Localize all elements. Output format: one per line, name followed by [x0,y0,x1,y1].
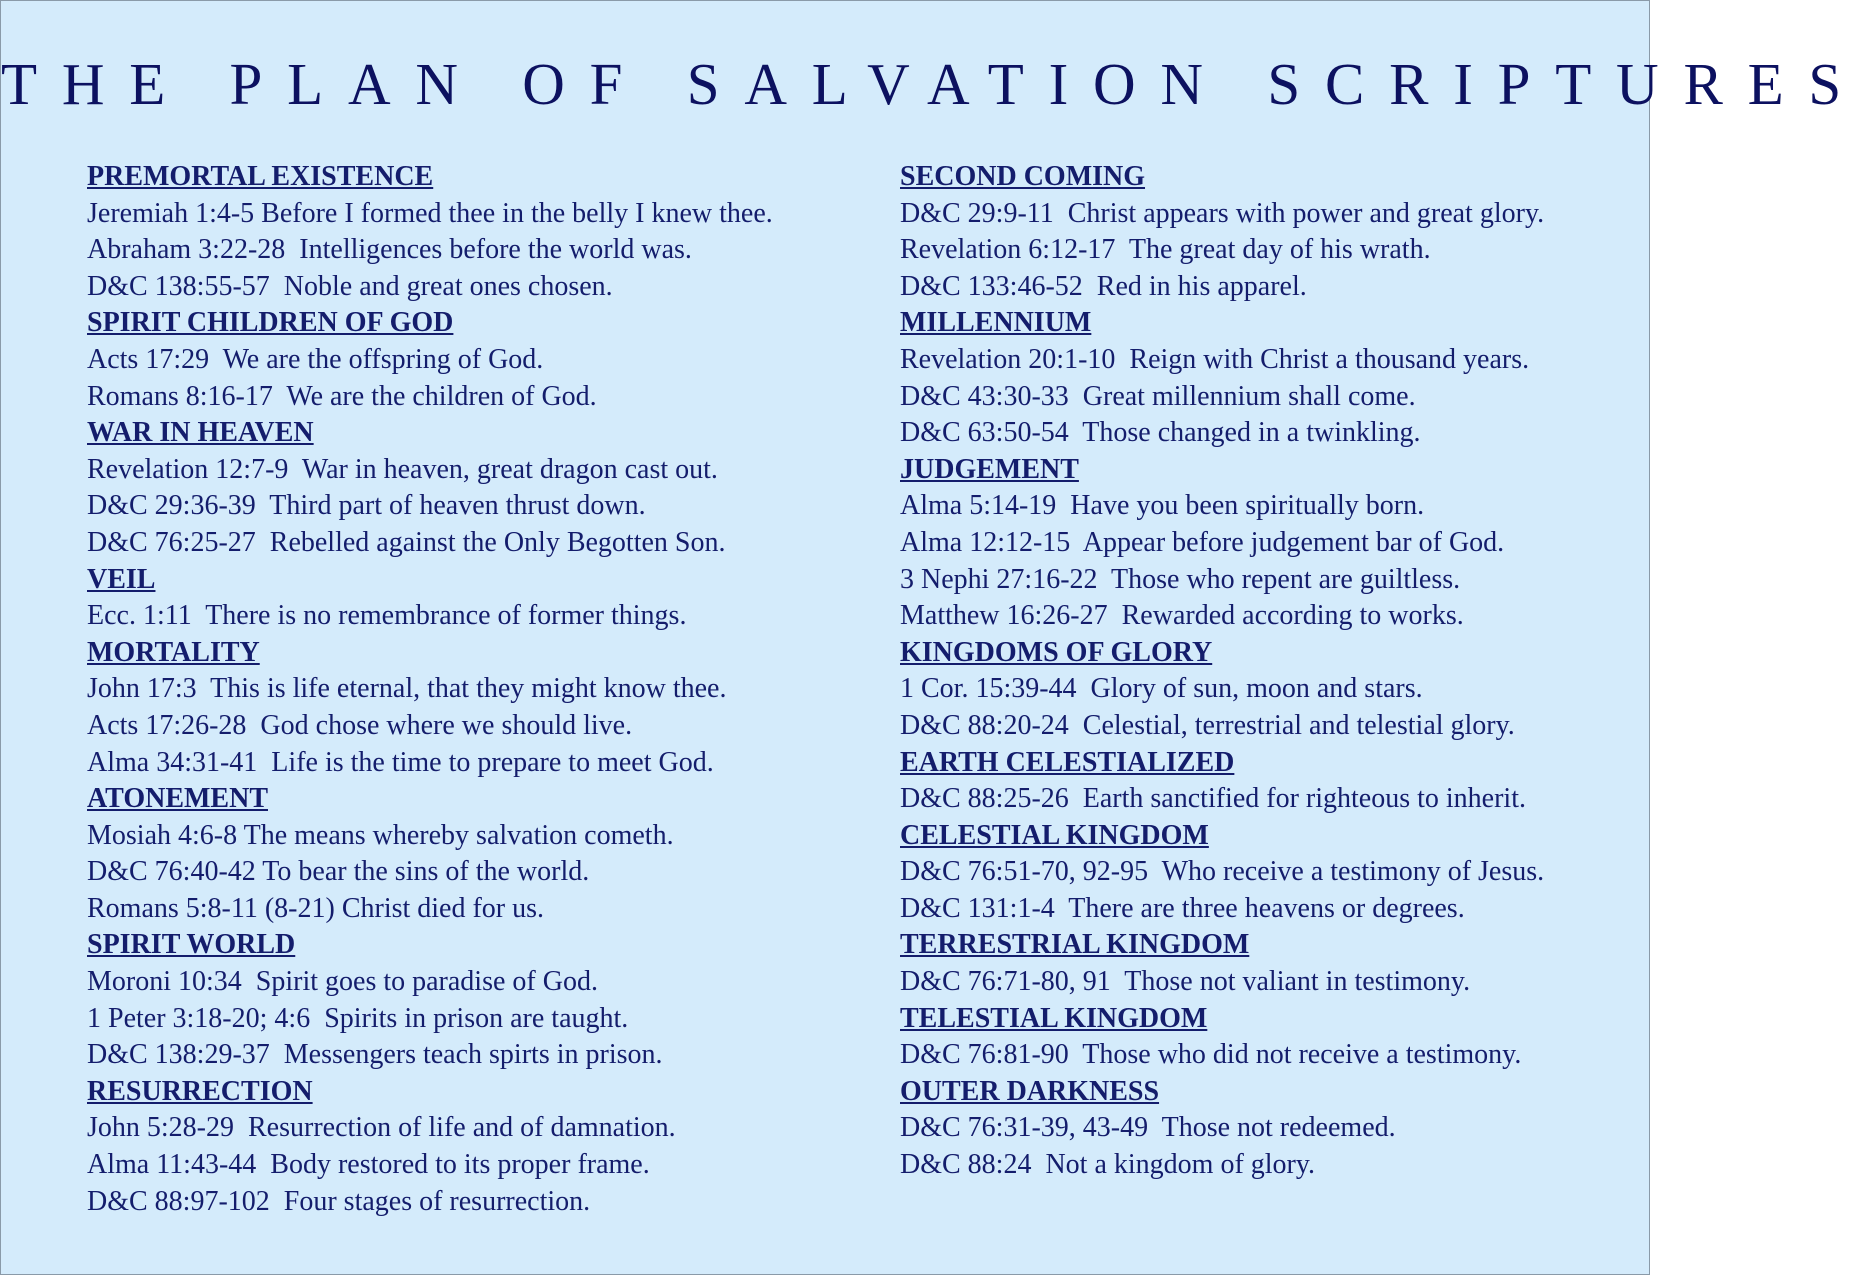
section-heading-terrestrial-kingdom: TERRESTRIAL KINGDOM [900,929,1250,961]
scripture-reference: Matthew 16:26-27 Rewarded according to works. [900,600,1464,632]
page-title: THE PLAN OF SALVATION SCRIPTURES [1,51,1866,117]
scripture-reference: Mosiah 4:6-8 The means whereby salvation cometh. [87,819,674,851]
scripture-reference: John 5:28-29 Resurrection of life and of damnation. [87,1112,676,1144]
scripture-reference: Alma 5:14-19 Have you been spiritually born. [900,490,1425,522]
left-column [87,159,867,1220]
section-heading-outer-darkness: OUTER DARKNESS [900,1075,1160,1107]
section-heading-resurrection: RESURRECTION [87,1075,313,1107]
scripture-reference: D&C 43:30-33 Great millennium shall come. [900,380,1416,412]
scripture-reference: Moroni 10:34 Spirit goes to paradise of God. [87,966,598,998]
scripture-reference: D&C 76:25-27 Rebelled against the Only Begotten Son. [87,526,726,558]
scripture-reference: D&C 88:25-26 Earth sanctified for righteous to inherit. [900,783,1526,815]
section-heading-telestial-kingdom: TELESTIAL KINGDOM [900,1002,1208,1034]
scripture-reference: D&C 88:97-102 Four stages of resurrection. [87,1185,591,1217]
section-heading-spirit-world: SPIRIT WORLD [87,929,296,961]
scripture-reference: D&C 138:55-57 Noble and great ones chosen. [87,270,613,302]
section-heading-celestial-kingdom: CELESTIAL KINGDOM [900,819,1209,851]
scripture-reference: D&C 131:1-4 There are three heavens or degrees. [900,892,1465,924]
section-heading-second-coming: SECOND COMING [900,161,1146,192]
scripture-reference: John 17:3 This is life eternal, that they might know thee. [87,673,727,705]
scripture-reference: D&C 29:36-39 Third part of heaven thrust down. [87,490,646,522]
scripture-reference: D&C 76:51-70, 92-95 Who receive a testimony of Jesus. [900,856,1545,888]
section-heading-kingdoms-of-glory: KINGDOMS OF GLORY [900,636,1213,668]
section-heading-judgement: JUDGEMENT [900,453,1079,485]
scripture-reference: D&C 29:9-11 Christ appears with power and great glory. [900,197,1545,229]
scripture-reference: D&C 133:46-52 Red in his apparel. [900,270,1307,302]
scripture-reference: 3 Nephi 27:16-22 Those who repent are guiltless. [900,563,1461,595]
section-heading-war-in-heaven: WAR IN HEAVEN [87,417,314,449]
section-heading-earth-celestialized: EARTH CELESTIALIZED [900,746,1235,778]
scripture-reference: Romans 5:8-11 (8-21) Christ died for us. [87,892,545,924]
scripture-reference: Revelation 20:1-10 Reign with Christ a thousand years. [900,343,1530,375]
section-heading-premortal-existence: PREMORTAL EXISTENCE [87,161,434,192]
section-heading-spirit-children-of-god: SPIRIT CHILDREN OF GOD [87,307,454,339]
scripture-reference: D&C 76:71-80, 91 Those not valiant in testimony. [900,966,1471,998]
scripture-reference: Ecc. 1:11 There is no remembrance of former things. [87,600,687,632]
section-heading-atonement: ATONEMENT [87,783,268,815]
section-heading-mortality: MORTALITY [87,636,260,668]
scripture-reference: Acts 17:29 We are the offspring of God. [87,343,544,375]
scripture-reference: Alma 12:12-15 Appear before judgement bar of God. [900,526,1505,558]
scripture-reference: Revelation 6:12-17 The great day of his wrath. [900,234,1431,266]
scripture-reference: D&C 76:31-39, 43-49 Those not redeemed. [900,1112,1396,1144]
scripture-reference: Alma 11:43-44 Body restored to its proper frame. [87,1149,650,1181]
section-heading-veil: VEIL [87,563,156,595]
scripture-reference: D&C 88:20-24 Celestial, terrestrial and telestial glory. [900,709,1515,741]
scripture-reference: Jeremiah 1:4-5 Before I formed thee in the belly I knew thee. [87,197,773,229]
scripture-reference: Abraham 3:22-28 Intelligences before the world was. [87,234,692,266]
scripture-reference: Acts 17:26-28 God chose where we should live. [87,709,633,741]
scripture-reference: D&C 138:29-37 Messengers teach spirts in prison. [87,1039,663,1071]
scripture-reference: Alma 34:31-41 Life is the time to prepare to meet God. [87,746,714,778]
scripture-reference: 1 Peter 3:18-20; 4:6 Spirits in prison are taught. [87,1002,629,1034]
scripture-reference: Romans 8:16-17 We are the children of God. [87,380,597,412]
scripture-reference: Revelation 12:7-9 War in heaven, great dragon cast out. [87,453,718,485]
section-heading-millennium: MILLENNIUM [900,307,1092,339]
scripture-reference: 1 Cor. 15:39-44 Glory of sun, moon and stars. [900,673,1423,705]
scripture-reference: D&C 63:50-54 Those changed in a twinkling. [900,417,1421,449]
scripture-reference: D&C 76:40-42 To bear the sins of the world. [87,856,590,888]
scripture-reference: D&C 76:81-90 Those who did not receive a testimony. [900,1039,1522,1071]
scripture-reference: D&C 88:24 Not a kingdom of glory. [900,1149,1316,1181]
right-column [900,159,1640,1184]
